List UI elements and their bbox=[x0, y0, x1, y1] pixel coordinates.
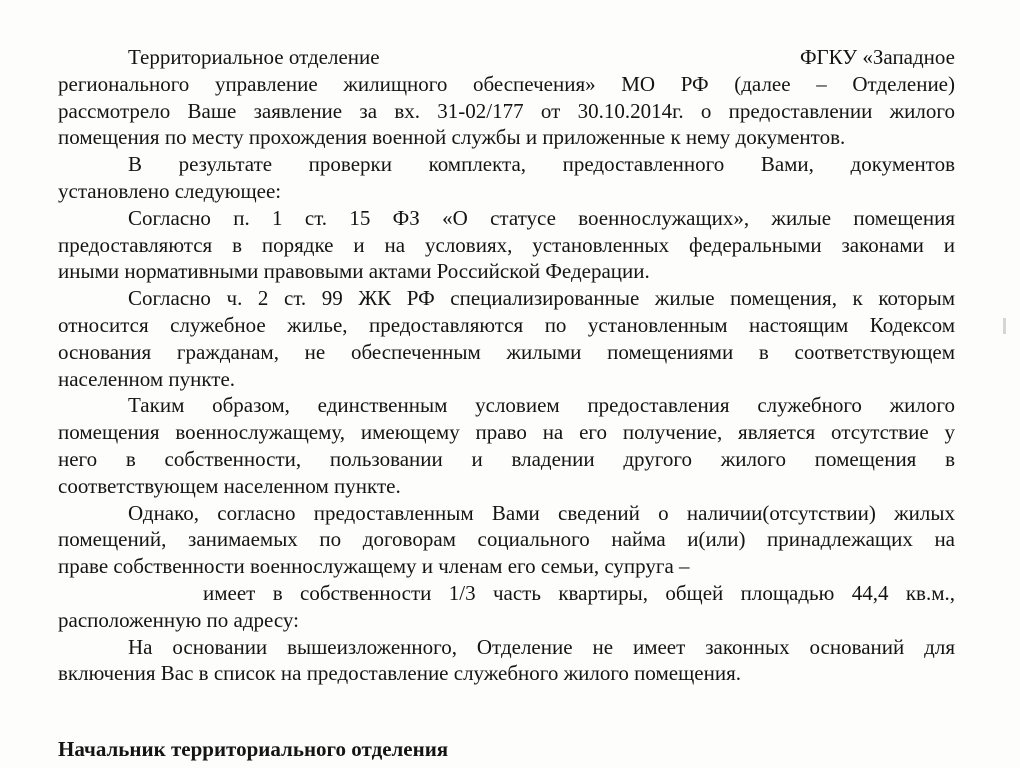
text-line: установлено следующее: bbox=[58, 178, 282, 203]
paragraph-start: Согласно п. 1 ст. 15 ФЗ «О статусе военнослужащих», жилые помещения bbox=[128, 205, 955, 230]
scan-artifact bbox=[1003, 318, 1006, 334]
department-name: Территориальное отделение bbox=[128, 45, 380, 69]
text-line: соответствующем населенном пункте. bbox=[58, 473, 401, 498]
text-line: рассмотрело Ваше заявление за вх. 31-02/177 от 30.10.2014г. о предоставлении жилого bbox=[58, 98, 955, 123]
signature-title: Начальник территориального отделения bbox=[58, 737, 449, 761]
text-line: относится служебное жилье, предоставляются по установленным настоящим Кодексом bbox=[58, 312, 955, 337]
text-line: помещений, занимаемых по договорам социального найма и(или) принадлежащих на bbox=[58, 527, 955, 552]
text-line: расположенную по адресу: bbox=[58, 607, 299, 632]
text-line: предоставляются в порядке и на условиях, установленных федеральными законами и bbox=[58, 232, 955, 257]
paragraph-start: На основании вышеизложенного, Отделение не имеет законных оснований для bbox=[128, 634, 955, 659]
text-line: регионального управление жилищного обеспечения» МО РФ (далее – Отделение) bbox=[58, 71, 955, 96]
text-line: него в собственности, пользовании и владении другого жилого помещения в bbox=[58, 446, 955, 471]
text-line: имеет в собственности 1/3 часть квартиры, общей площадью 44,4 кв.м., bbox=[203, 580, 955, 605]
text-line: праве собственности военнослужащему и членам его семьи, супруга – bbox=[58, 554, 690, 579]
text-line: помещения военнослужащему, имеющему право на его получение, является отсутствие у bbox=[58, 420, 955, 445]
text-line: включения Вас в список на предоставление служебного жилого помещения. bbox=[58, 661, 741, 686]
letter-body bbox=[58, 44, 955, 687]
organization-name: ФГКУ «Западное bbox=[799, 45, 955, 69]
letter-header-line bbox=[58, 44, 955, 71]
paragraph-start: Таким образом, единственным условием предоставления служебного жилого bbox=[128, 393, 955, 418]
text-line: иными нормативными правовыми актами Российской Федерации. bbox=[58, 259, 650, 284]
paragraph-start: Однако, согласно предоставленным Вами сведений о наличии(отсутствии) жилых bbox=[128, 500, 955, 525]
text-line: населенном пункте. bbox=[58, 366, 236, 391]
paragraph-start: В результате проверки комплекта, предоставленного Вами, документов bbox=[128, 152, 955, 177]
text-line: основания гражданам, не обеспеченным жилыми помещениями в соответствующем bbox=[58, 339, 955, 364]
paragraph-start: Согласно ч. 2 ст. 99 ЖК РФ специализированные жилые помещения, к которым bbox=[128, 286, 955, 311]
text-line: помещения по месту прохождения военной службы и приложенные к нему документов. bbox=[58, 125, 846, 150]
